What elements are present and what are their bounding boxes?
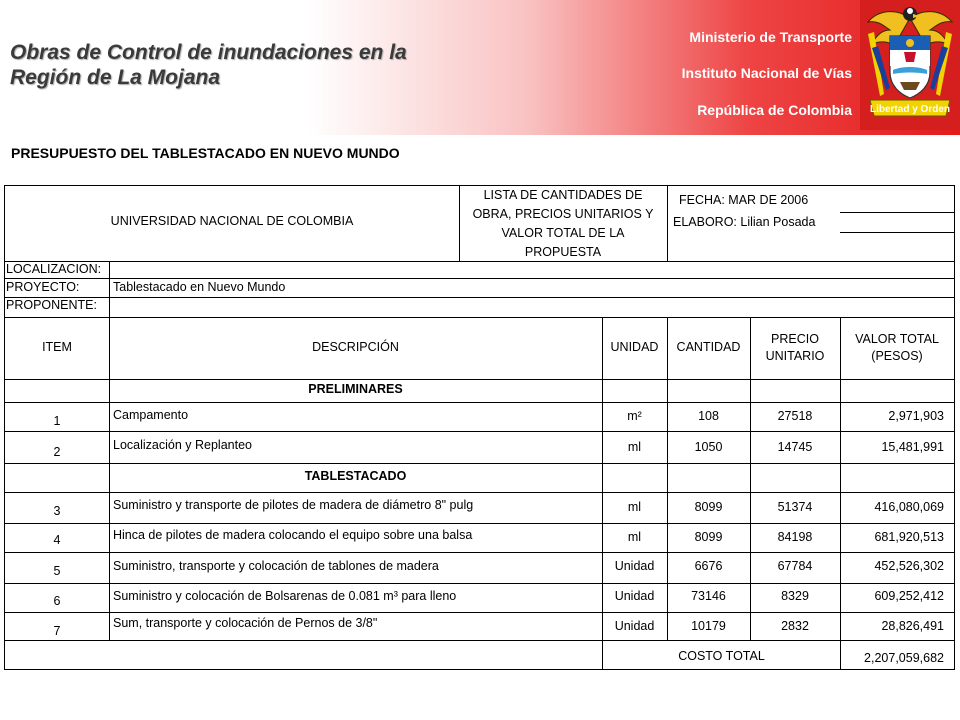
section-tablestacado: TABLESTACADO: [304, 469, 407, 483]
table-row-1-desc: Campamento: [113, 408, 189, 422]
presentation-title: [10, 40, 407, 90]
col-header-valor-line-1: VALOR TOTAL: [855, 332, 939, 346]
table-row-4-qty: 8099: [694, 530, 723, 544]
col-header-valor-line-2: (PESOS): [871, 349, 923, 363]
elaboro-field: ELABORO: Lilian Posada: [673, 215, 816, 229]
table-row-2-price: 14745: [777, 440, 813, 454]
table-row-5-unit: Unidad: [614, 559, 655, 573]
costo-total-label: COSTO TOTAL: [678, 649, 765, 663]
ministry-name: Ministerio de Transporte: [689, 29, 852, 45]
fecha-field: FECHA: MAR DE 2006: [679, 193, 809, 207]
col-header-cantidad: CANTIDAD: [676, 340, 741, 354]
table-row-1-unit: m²: [627, 409, 642, 423]
table-row-7-item: 7: [53, 624, 61, 638]
table-row-7-total: 28,826,491: [881, 619, 944, 633]
list-title-line-4: PROPUESTA: [524, 245, 602, 259]
title-line-1: Obras de Control de inundaciones en la: [10, 41, 407, 64]
table-row-4-price: 84198: [777, 530, 813, 544]
list-title-line-2: OBRA, PRECIOS UNITARIOS Y: [472, 207, 654, 221]
emblem-motto: Libertad y Orden: [869, 104, 951, 115]
proyecto-value: Tablestacado en Nuevo Mundo: [113, 280, 286, 294]
header-banner: [0, 0, 960, 135]
table-row-4-total: 681,920,513: [874, 530, 944, 544]
table-row-5-item: 5: [53, 564, 61, 578]
table-row-2-qty: 1050: [694, 440, 723, 454]
list-title-line-1: LISTA DE CANTIDADES DE: [483, 188, 643, 202]
table-row-1-qty: 108: [698, 409, 719, 423]
coat-of-arms-emblem: [860, 0, 960, 130]
col-header-item: ITEM: [42, 340, 72, 354]
title-line-2: Región de La Mojana: [10, 66, 221, 89]
table-row-6-unit: Unidad: [614, 589, 655, 603]
table-row-7-qty: 10179: [691, 619, 726, 633]
table-row-5-desc: Suministro, transporte y colocación de tablones de madera: [113, 559, 439, 573]
proponente-label: PROPONENTE:: [6, 298, 97, 312]
table-row-7-desc: Sum, transporte y colocación de Pernos de 3/8": [113, 616, 378, 630]
table-row-3-qty: 8099: [694, 500, 723, 514]
table-row-6-total: 609,252,412: [874, 589, 944, 603]
costo-total-value: 2,207,059,682: [864, 651, 944, 665]
col-header-precio-line-1: PRECIO: [771, 332, 819, 346]
col-header-descripcion: DESCRIPCIÓN: [312, 340, 399, 354]
table-row-2-total: 15,481,991: [881, 440, 944, 454]
table-row-7-unit: Unidad: [614, 619, 655, 633]
proyecto-label: PROYECTO:: [6, 280, 80, 294]
table-row-2-desc: Localización y Replanteo: [113, 438, 252, 452]
table-row-4-item: 4: [53, 533, 61, 547]
section-preliminares: PRELIMINARES: [308, 382, 403, 396]
col-header-precio: [750, 331, 840, 365]
table-row-2-item: 2: [53, 445, 61, 459]
republic-name: República de Colombia: [697, 102, 852, 118]
localizacion-label: LOCALIZACION:: [6, 262, 102, 276]
university-name: UNIVERSIDAD NACIONAL DE COLOMBIA: [110, 214, 354, 228]
table-row-1-total: 2,971,903: [888, 409, 944, 423]
table-row-6-item: 6: [53, 594, 61, 608]
table-row-7-price: 2832: [781, 619, 809, 633]
col-header-unidad: UNIDAD: [610, 340, 659, 354]
table-row-6-qty: 73146: [691, 589, 726, 603]
table-row-4-unit: ml: [627, 530, 642, 544]
table-row-6-desc: Suministro y colocación de Bolsarenas de 0.081 m³ para lleno: [113, 589, 457, 603]
table-row-1-item: 1: [53, 414, 61, 428]
table-row-3-item: 3: [53, 504, 61, 518]
page-subtitle: PRESUPUESTO DEL TABLESTACADO EN NUEVO MUNDO: [11, 145, 400, 161]
table-row-3-unit: ml: [627, 500, 642, 514]
list-title-line-3: VALOR TOTAL DE LA: [501, 226, 625, 240]
list-title: [459, 186, 667, 262]
table-row-3-total: 416,080,069: [874, 500, 944, 514]
table-row-1-price: 27518: [777, 409, 813, 423]
col-header-valor: [840, 331, 954, 365]
table-row-4-desc: Hinca de pilotes de madera colocando el equipo sobre una balsa: [113, 528, 473, 542]
table-row-5-total: 452,526,302: [874, 559, 944, 573]
table-row-3-price: 51374: [777, 500, 813, 514]
table-row-6-price: 8329: [781, 589, 809, 603]
table-row-2-unit: ml: [627, 440, 642, 454]
table-row-5-price: 67784: [777, 559, 813, 573]
budget-table: [4, 185, 955, 670]
col-header-precio-line-2: UNITARIO: [765, 349, 825, 363]
table-row-3-desc: Suministro y transporte de pilotes de madera de diámetro 8" pulg: [113, 498, 474, 512]
institute-name: Instituto Nacional de Vías: [681, 65, 852, 81]
table-row-5-qty: 6676: [694, 559, 723, 573]
